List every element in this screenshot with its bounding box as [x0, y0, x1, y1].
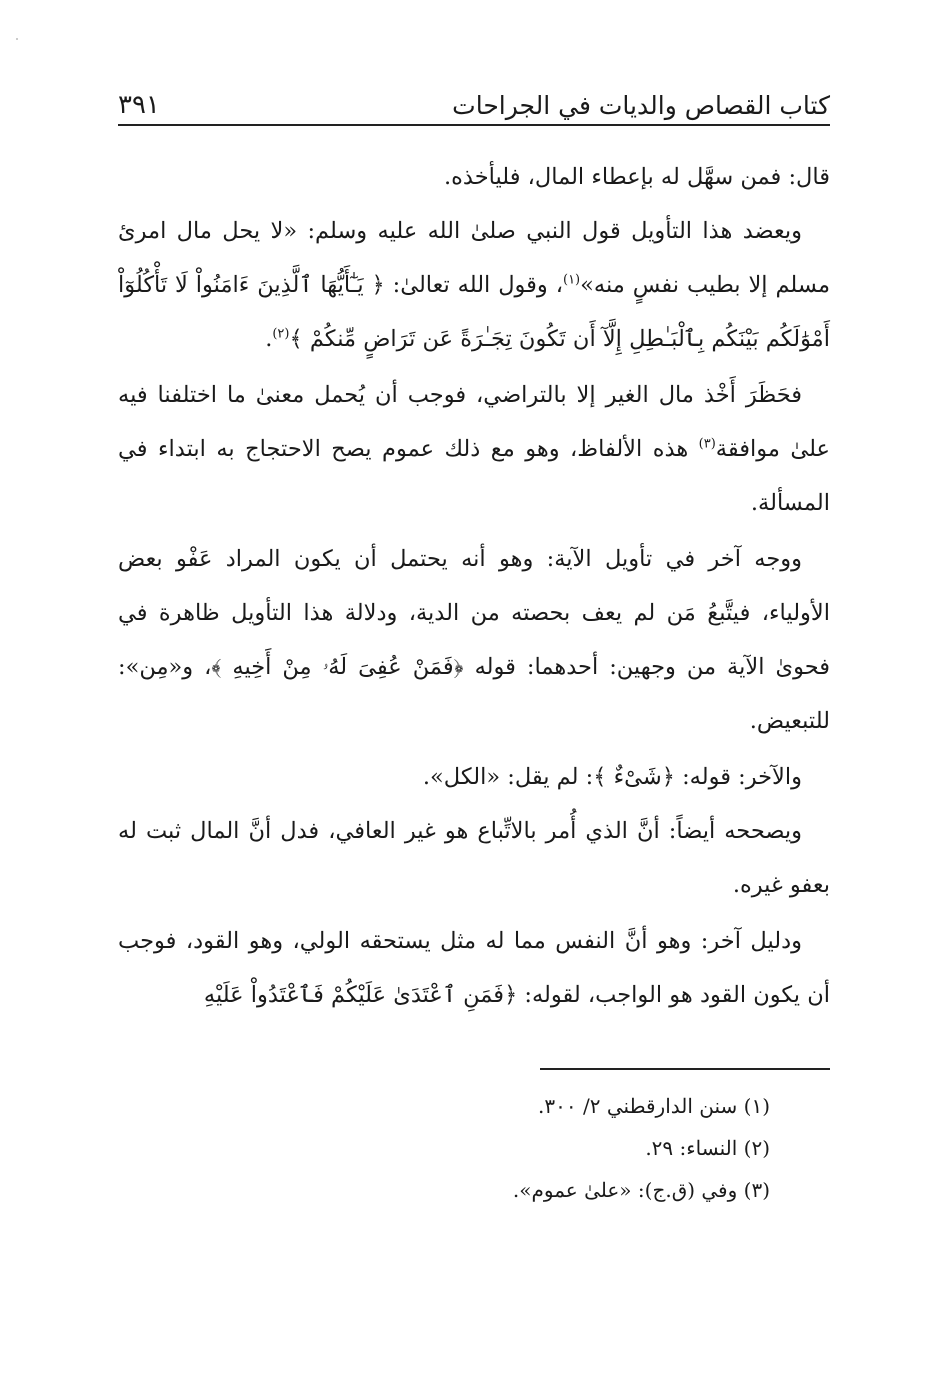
body-text	[118, 150, 830, 1022]
paragraph-4-text: ووجه آخر في تأويل الآية: وهو أنه يحتمل أن يكون المراد عَفْو بعض الأولياء، فيتَّبعُ مَن لم يعف بحصته من الدية، ودلالة هذا التأويل ظاهرة في فحوىٰ الآية من وجهين: أحدهما: قوله ﴿فَمَنْ عُفِىَ لَهُۥ مِنْ أَخِيهِ ﴾، و«مِن»: للتبعيض.	[118, 546, 830, 734]
paragraph-5	[118, 750, 830, 804]
footnote-ref-1: (١)	[562, 272, 581, 288]
paragraph-2-text-c: .	[265, 326, 273, 352]
paragraph-6-text: ويصححه أيضاً: أنَّ الذي أُمر بالاتِّباع هو غير العافي، فدل أنَّ المال ثبت له بعفو غيره.	[118, 818, 830, 898]
paragraph-4	[118, 532, 830, 748]
paragraph-3-text-a: فحَظَرَ أَخْذ مال الغير إلا بالتراضي، فوجب أن يُحمل معنىٰ ما اختلفنا فيه علىٰ موافقة	[118, 382, 830, 462]
book-page	[118, 0, 830, 1381]
paragraph-5-text: والآخر: قوله: ﴿شَىْءٌ ﴾: لم يقل: «الكل».	[422, 764, 802, 790]
footnote-ref-3: (٣)	[698, 436, 716, 452]
page-number: ٣٩١	[118, 90, 160, 120]
paragraph-3-text-b: هذه الألفاظ، وهو مع ذلك عموم يصح الاحتجاج به ابتداء في المسألة.	[118, 436, 830, 516]
footnotes	[118, 1085, 770, 1211]
paragraph-3	[118, 368, 830, 530]
paragraph-6	[118, 804, 830, 912]
paragraph-2-text-b: ، وقول الله تعالىٰ: ﴿ يَـٰٓأَيُّهَا ٱلَّذِينَ ءَامَنُواْ لَا تَأْكُلُوٓاْ أَمْوَٰلَكُم بَيْنَكُم بِٱلْبَـٰطِلِ إِلَّآ أَن تَكُونَ تِجَـٰرَةً عَن تَرَاضٍ مِّنكُمْ ﴾	[118, 272, 830, 352]
paragraph-7-text: ودليل آخر: وهو أنَّ النفس مما له مثل يستحقه الولي، وهو القود، فوجب أن يكون القود هو الواجب، لقوله: ﴿فَمَنِ ٱعْتَدَىٰ عَلَيْكُمْ فَٱعْتَدُواْ عَلَيْهِ	[118, 928, 830, 1008]
page-header	[118, 80, 830, 126]
footnote-ref-2: (٢)	[272, 326, 290, 342]
paragraph-2	[118, 204, 830, 366]
scan-speck	[16, 38, 18, 40]
paragraph-2-text-a: ويعضد هذا التأويل قول النبي صلىٰ الله عليه وسلم: «لا يحل مال امرئ مسلم إلا بطيب نفسٍ منه»	[118, 218, 830, 298]
footnote-1: (١) سنن الدارقطني ٢/ ٣٠٠.	[538, 1094, 770, 1118]
footnote-2: (٢) النساء: ٢٩.	[645, 1136, 770, 1160]
running-title: كتاب القصاص والديات في الجراحات	[452, 91, 830, 120]
footnote-separator	[540, 1068, 830, 1070]
paragraph-1-text: قال: فمن سهَّل له بإعطاء المال، فليأخذه.	[443, 164, 830, 190]
paragraph-7	[118, 914, 830, 1022]
paragraph-1	[118, 150, 830, 204]
footnote-3: (٣) وفي (ق.ج): «علىٰ عموم».	[512, 1178, 770, 1202]
